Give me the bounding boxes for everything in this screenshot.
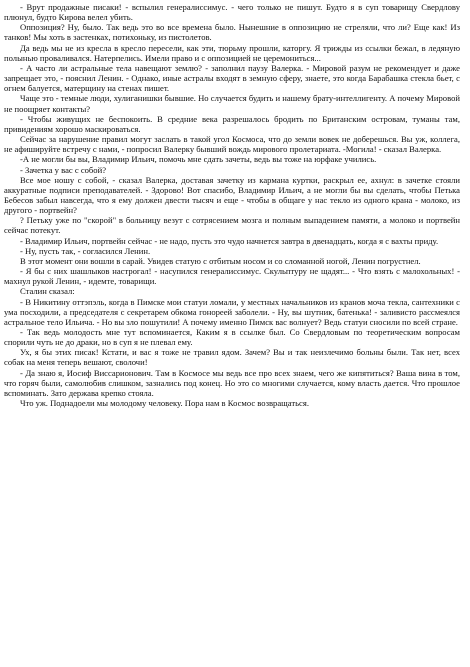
- paragraph-3: Да ведь мы не из кресла в кресло пересели, как эти, тюрьму прошли, каторгу. Я трижды из ссылки бежал, в ледяную полынью проваливался. Натерпелись. Имели право и с оппозицией не церемониться...: [4, 42, 460, 63]
- paragraph-6: - Чтобы живущих не беспокоить. В средние века разрешалось бродить по Британским островам, туманы там, привидениям хорошо маскироваться.: [4, 113, 460, 134]
- paragraph-21: Что уж. Поднадоели мы молодому человеку. Пора нам в Космос возвращаться.: [20, 398, 309, 409]
- paragraph-20: - Да знаю я, Иосиф Виссарионович. Там в Космосе мы ведь все про всех знаем, чего же кипятиться? Ваша вина в том, что горяч были, самолюбив слишком, зазнались под конец. Но это со многими случается, кому власть дается. Что прошлое вспоминать. Зато держава крепко стояла.: [4, 367, 460, 398]
- paragraph-5: Чаще это - темные люди, хулиганишки бывшие. Но случается будить и нашему брату-интеллигенту. А почему Мировой не поощряет контакты?: [4, 93, 460, 114]
- paragraph-17: - В Никитину оттэпэль, когда в Пимске мои статуи ломали, у местных начальников из кранов моча текла, сантехники с ума посходили, а председателя с секретарем обкома гонореей заболели. - Ну, вы шутник, батенька! - заливисто рассмеялся астральное тело Ильича. - Но вы зло пошутили! А почему именно Пимск вас волнует? Ведь статуи сносили по всей стране.: [4, 296, 460, 327]
- paragraph-19: Ух, я бы этих писак! Кстати, и вас я тоже не травил ядом. Зачем? Вы и так неизлечимо больны были. Так нет, всех собак на меня теперь вешают, сволочи!: [4, 347, 460, 368]
- paragraph-11: ? Петьку уже по "скорой" в больницу везут с сотрясением мозга и полным выпадением памяти, а молоко и портвейн сейчас потекут.: [4, 215, 460, 236]
- paragraph-12: - Владимир Ильич, портвейн сейчас - не надо, пусть это чудо начнется завтра в двенадцать, когда я с вахты приду.: [20, 235, 439, 246]
- paragraph-13: - Ну, пусть так, - согласился Ленин.: [20, 245, 151, 256]
- paragraph-10: Все мое ношу с собой, - сказал Валерка, доставая зачетку из кармана куртки, раскрыл ее, ахнул: в зачетке стояли аккуратные подписи преподавателей. - Здорово! Вот спасибо, Владимир Ильич, а не могли бы вы сделать, чтобы Петька Бебесов забыл навсегда, что я ему должен двести тысяч и еще - чтобы в общаге у нас текло из одного крана - молоко, из другого - портвейн?: [4, 174, 460, 216]
- paragraph-9: - Зачетка у вас с собой?: [20, 164, 107, 175]
- paragraph-2: Оппозиция? Ну, было. Так ведь это во все времена было. Нынешние в оппозицию не стреляли, что ли? Еще как! Из танков! Мы хоть в застенках, потихоньку, из пистолетов.: [4, 22, 460, 43]
- paragraph-4: - А часто ли астральные тела навещают землю? - заполнил паузу Валерка. - Мировой разум не рекомендует и даже запрещает это, - пояснил Ленин. - Однако, иные астралы входят в земную сферу, знаете, это когда Барабашка стекла бьет, с огнем балуется, матерщину на стенах пишет.: [4, 62, 460, 94]
- paragraph-1: - Врут продажные писаки! - вспылил генералиссимус. - чего только не пишут. Будто я в суп товарищу Свердлову плюнул, будто Кирова велел убить.: [4, 2, 460, 23]
- paragraph-15: - Я бы с них шашлыков настрогал! - насупился генералиссимус. Скульптуру не щадят... - Что взять с малохольных! - махнул рукой Ленин, - идемте, товарищи.: [4, 266, 460, 287]
- paragraph-7: Сейчас за нарушение правил могут заслать в такой угол Космоса, что до земли вовек не доберешься. Вы уж, коллега, не афишируйте встречу с нами, - попросил Валерку бывший вождь мирового пролетариата. -Могила! - сказал Валерка.: [4, 134, 460, 155]
- paragraph-8: -А не могли бы вы, Владимир Ильич, помочь мне сдать зачеты, ведь вы тоже на юрфаке учились.: [20, 154, 377, 165]
- paragraph-14: В этот момент они вошли в сарай. Увидев статую с отбитым носом и со сломанной ногой, Ленин погрустнел.: [20, 255, 421, 266]
- paragraph-16: Сталин сказал:: [20, 286, 75, 297]
- paragraph-18: - Так ведь молодость мне тут вспоминается, Каким я в ссылке был. Со Свердловым по теоретическим вопросам спорили чуть не до драки, но в суп я не плевал ему.: [4, 327, 460, 348]
